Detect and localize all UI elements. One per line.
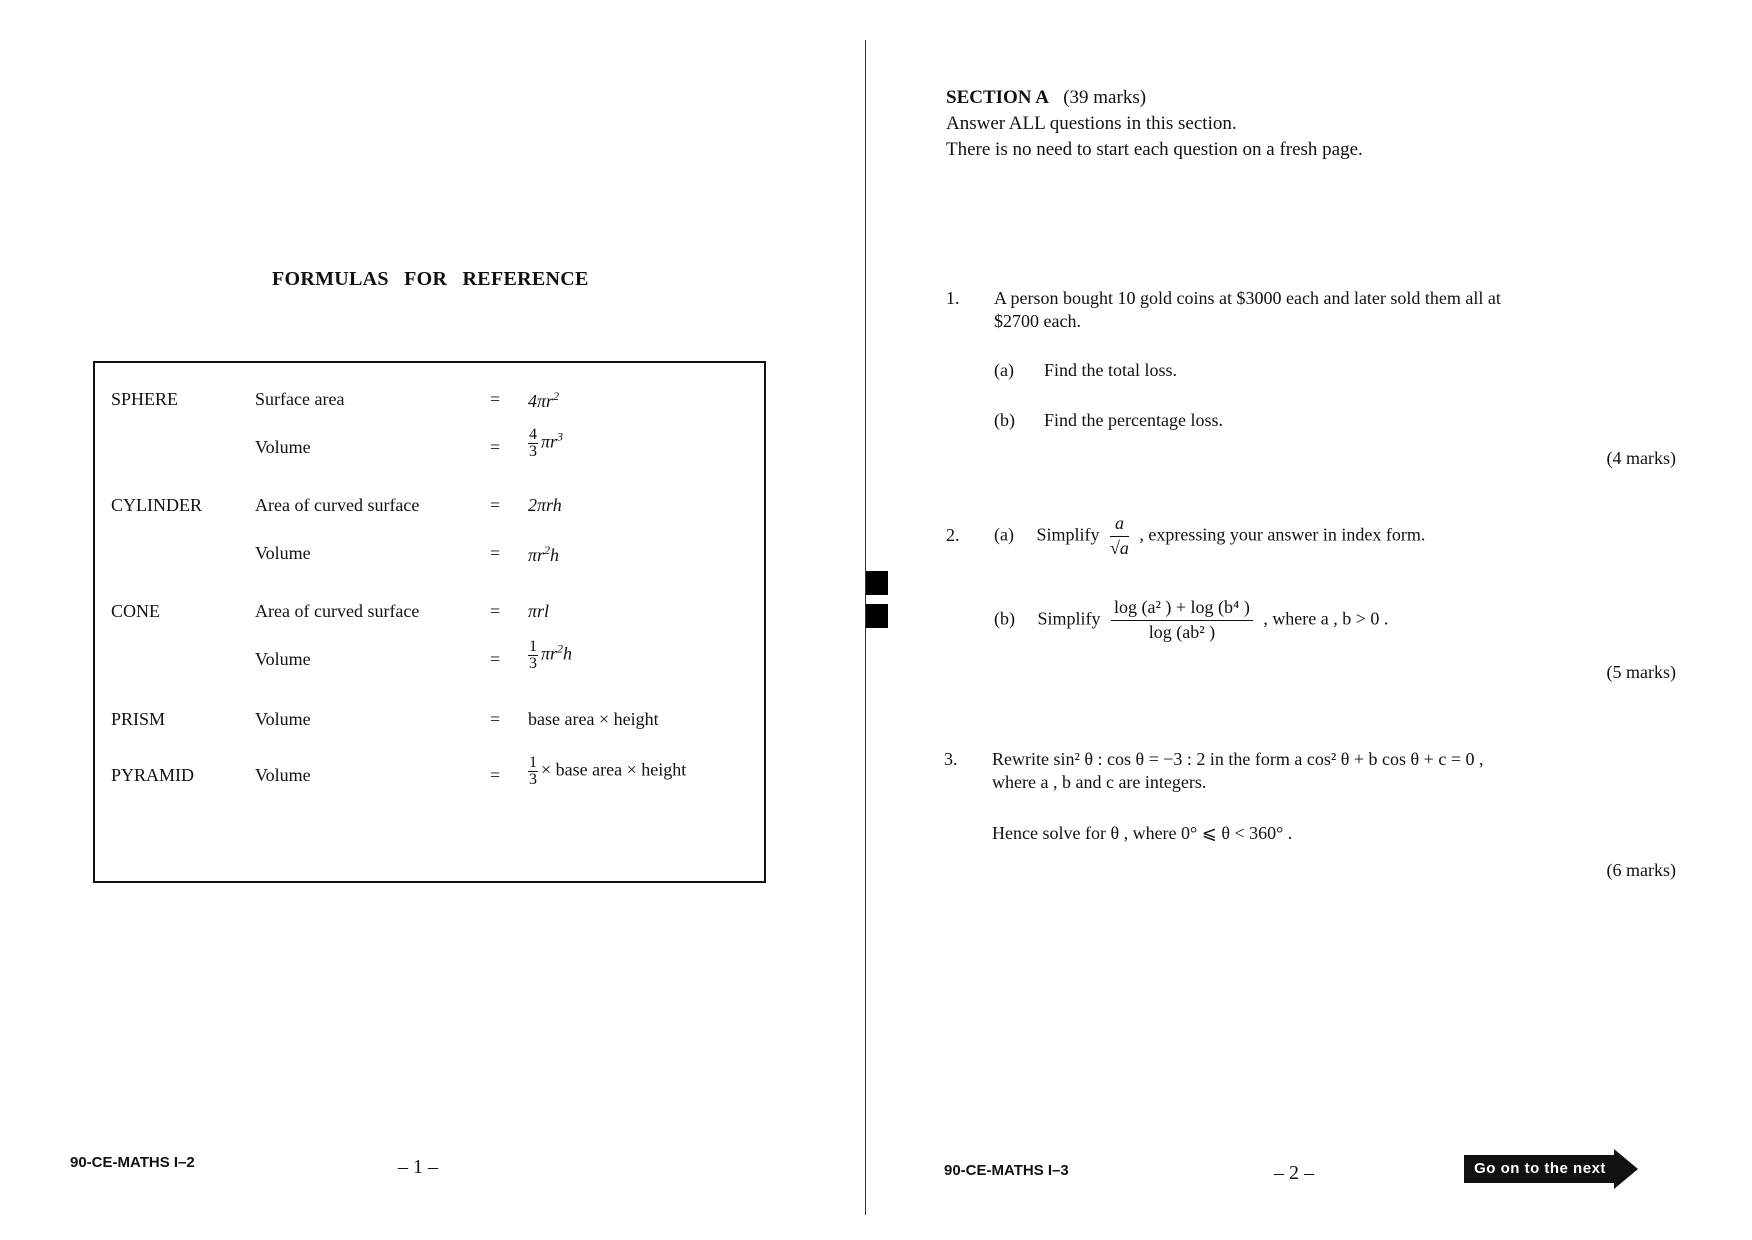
shape-label: PRISM: [111, 709, 166, 729]
part-text: , expressing your answer in index form.: [1139, 524, 1426, 545]
formula-value: base area × height: [528, 709, 659, 729]
question-number: 1.: [946, 288, 960, 308]
question-number: 2.: [946, 525, 960, 545]
equals-sign: =: [490, 765, 501, 785]
property-label: Surface area: [255, 389, 345, 409]
fraction: $\frac{4}{3}$: [529, 426, 537, 460]
section-title: SECTION A: [946, 87, 1049, 108]
question-text: Rewrite sin² θ : cos θ = −3 : 2 in the form a cos² θ + b cos θ + c = 0 , where a , b and c are integers.: [992, 749, 1484, 792]
section-marks: (39 marks): [1063, 87, 1147, 108]
equals-sign: =: [490, 543, 501, 563]
formula-value: $\frac{4}{3}$ $\pi r^3$: [529, 426, 564, 460]
property-label: Volume: [255, 649, 311, 669]
question-number: 3.: [944, 749, 958, 769]
equals-sign: =: [490, 437, 501, 457]
property-label: Volume: [255, 543, 311, 563]
formula-row: [95, 377, 764, 417]
formula-row: [95, 637, 764, 677]
page-number: – 1 –: [398, 1156, 438, 1178]
shape-label: PYRAMID: [111, 765, 195, 785]
part-text: Find the percentage loss.: [1044, 410, 1223, 430]
part-label: (b): [994, 410, 1015, 430]
left-page: [0, 0, 866, 1240]
marks-label: (5 marks): [1606, 662, 1676, 682]
instruction-line: Answer ALL questions in this section.: [946, 113, 1237, 134]
part-text: Simplify: [1036, 524, 1100, 545]
shape-label: SPHERE: [111, 389, 179, 409]
formula-value: $\pi r^2h$: [528, 543, 560, 565]
equals-sign: =: [490, 389, 501, 409]
fraction: $\frac{1}{3}$: [529, 754, 537, 788]
part-text: , where a , b > 0 .: [1263, 608, 1389, 629]
formula-value: πrl: [528, 601, 550, 621]
formula-row: [95, 425, 764, 465]
part-text: Simplify: [1037, 608, 1101, 629]
formula-row: [95, 753, 764, 793]
formula-row: [95, 531, 764, 571]
property-label: Volume: [255, 709, 311, 729]
marks-label: (6 marks): [1606, 860, 1676, 880]
question-text: A person bought 10 gold coins at $3000 each and later sold them all at $2700 each.: [994, 288, 1501, 331]
page-number: – 2 –: [1274, 1162, 1314, 1184]
part-label: (a): [994, 524, 1014, 545]
formula-row: [95, 589, 764, 629]
formulas-title: FORMULAS FOR REFERENCE: [272, 268, 589, 290]
marks-label: (4 marks): [1606, 448, 1676, 468]
formula-row: [95, 697, 764, 737]
next-page-banner: [1464, 1149, 1634, 1205]
section-header: [946, 85, 1363, 163]
question-text: Hence solve for θ , where 0° ⩽ θ < 360° .: [992, 823, 1293, 843]
equals-sign: =: [490, 649, 501, 669]
part-b: [994, 598, 1388, 643]
property-label: Area of curved surface: [255, 495, 420, 515]
fraction: $\frac{a}{√a}$: [1110, 513, 1129, 558]
part-label: (a): [994, 360, 1014, 380]
fraction: $\frac{1}{3}$: [529, 638, 537, 672]
part-text: Find the total loss.: [1044, 360, 1178, 380]
right-page: [866, 0, 1752, 1240]
shape-label: CYLINDER: [111, 495, 202, 515]
property-label: Volume: [255, 765, 311, 785]
next-page-label: Go on to the next page: [1464, 1155, 1616, 1183]
arrow-right-icon: [1614, 1149, 1638, 1189]
formula-value: 2πrh: [528, 495, 562, 515]
formula-table: [93, 361, 766, 883]
property-label: Volume: [255, 437, 311, 457]
property-label: Area of curved surface: [255, 601, 420, 621]
footer-code: 90-CE-MATHS I–2: [70, 1154, 195, 1171]
footer-code: 90-CE-MATHS I–3: [944, 1162, 1069, 1179]
equals-sign: =: [490, 601, 501, 621]
formula-row: [95, 483, 764, 523]
formula-value: $4\pi r^2$: [528, 389, 560, 411]
equals-sign: =: [490, 495, 501, 515]
equals-sign: =: [490, 709, 501, 729]
instruction-line: There is no need to start each question on a fresh page.: [946, 139, 1363, 160]
shape-label: CONE: [111, 601, 160, 621]
part-label: (b): [994, 608, 1015, 629]
fraction: $\frac{\text{log (a² ) + log (b⁴ )}}{\text{log (ab² )}}$: [1111, 598, 1253, 643]
formula-value: $\frac{1}{3}$ × base area × height: [529, 754, 687, 788]
formula-value: $\frac{1}{3}$ $\pi r^2h$: [529, 638, 573, 672]
part-a: [994, 514, 1425, 559]
